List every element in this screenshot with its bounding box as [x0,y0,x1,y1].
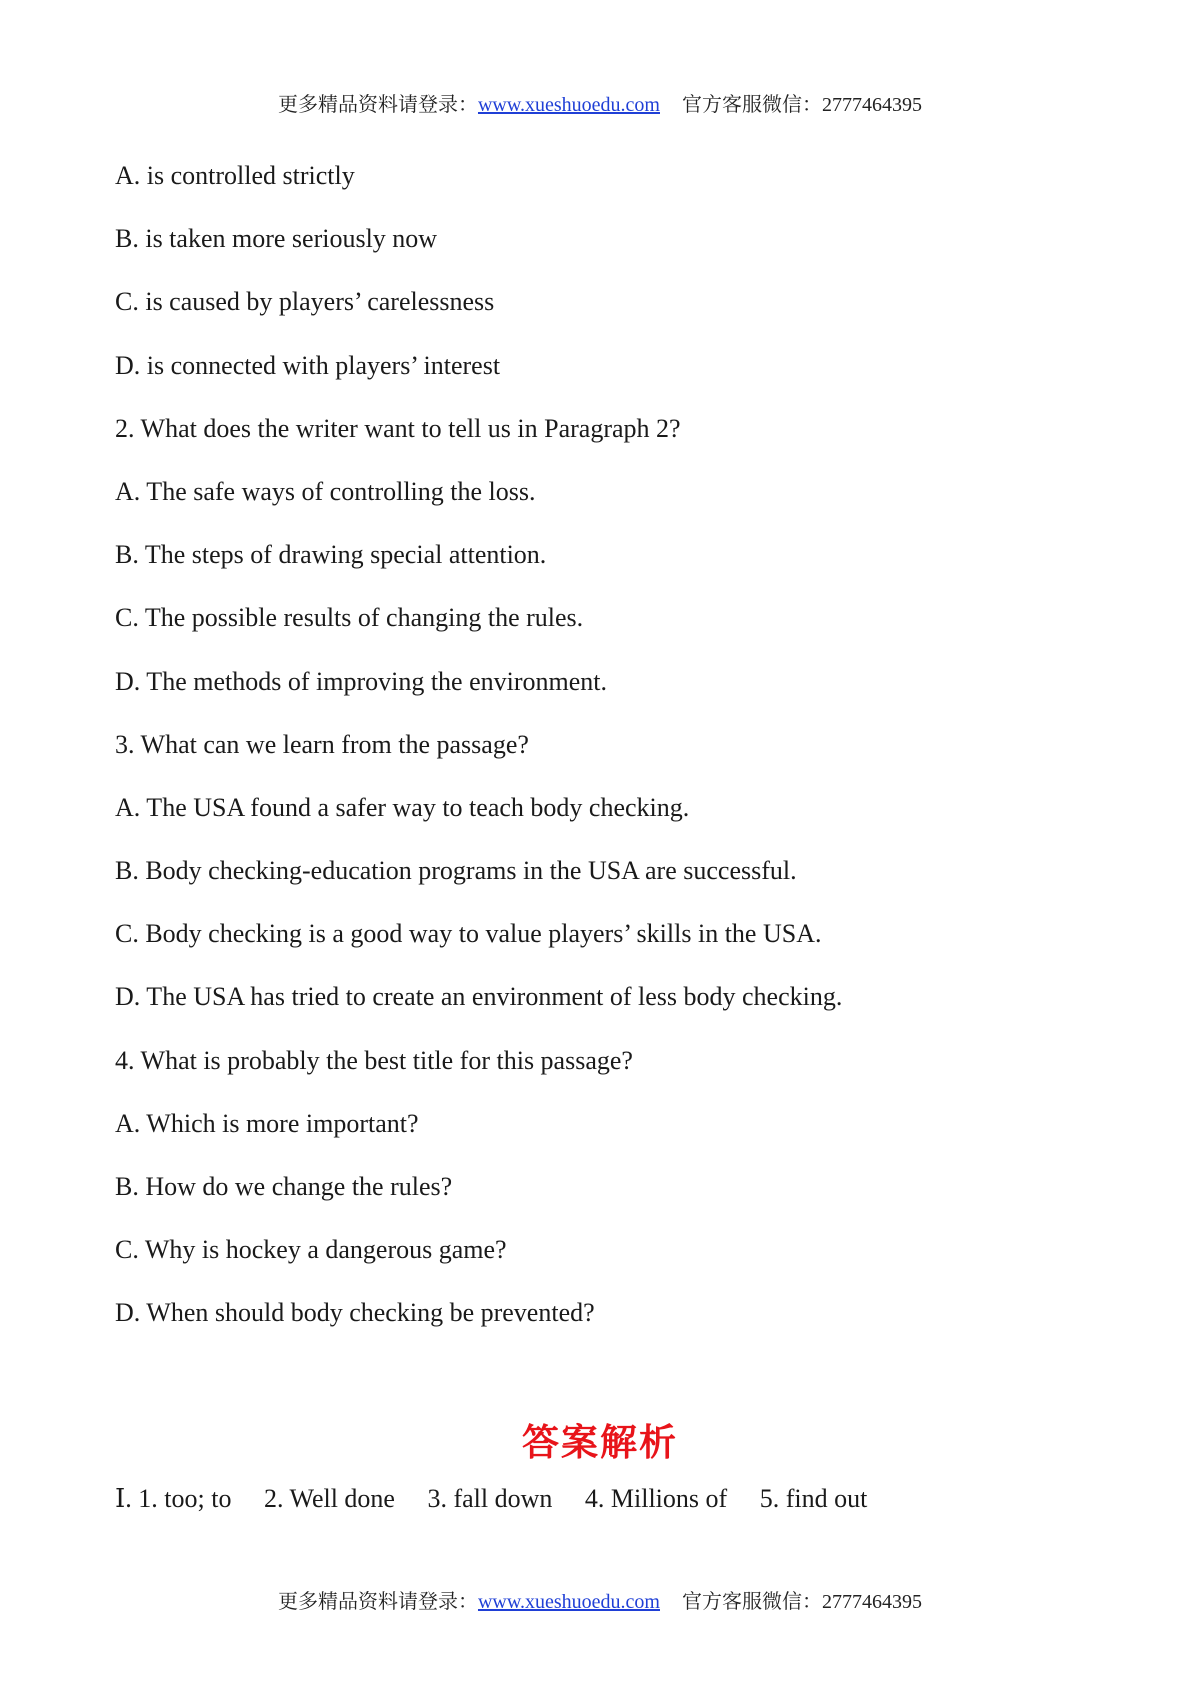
option-line: D. When should body checking be prevented? [115,1298,595,1328]
option-line: D. is connected with players’ interest [115,350,501,380]
page-footer [0,1585,1200,1614]
header-prefix: 更多精品资料请登录： [277,94,478,116]
option-line: C. The possible results of changing the rules. [115,603,584,633]
option-line: D. The methods of improving the environment. [115,666,607,696]
option-line: C. Why is hockey a dangerous game? [115,1235,507,1265]
answer-item: 3. fall down [427,1484,553,1513]
answer-item: 5. find out [759,1484,868,1513]
question-block [115,156,1115,1357]
option-line: B. is taken more seriously now [115,224,438,254]
answer-item: 2. Well done [263,1484,395,1513]
header-service-contact: 官方客服微信：2777464395 [682,94,922,116]
footer-prefix: 更多精品资料请登录： [277,1591,478,1613]
option-line: B. The steps of drawing special attention. [115,540,547,570]
question-line: 4. What is probably the best title for this passage? [115,1045,633,1075]
answer-item: 4. Millions of [584,1484,728,1513]
option-line: D. The USA has tried to create an environment of less body checking. [115,982,843,1012]
option-line: A. The safe ways of controlling the loss. [115,476,536,506]
option-line: A. is controlled strictly [115,161,355,190]
question-line: 3. What can we learn from the passage? [115,729,529,759]
option-line: B. Body checking-education programs in the USA are successful. [115,856,797,886]
option-line: B. How do we change the rules? [115,1172,453,1201]
footer-website-link[interactable]: www.xueshuoedu.com [477,1591,660,1613]
option-line: C. Body checking is a good way to value players’ skills in the USA. [115,919,822,949]
footer-service-contact: 官方客服微信：2777464395 [682,1591,922,1613]
option-line: C. is caused by players’ carelessness [115,287,495,317]
answer-key [115,1484,893,1514]
header-website-link[interactable]: www.xueshuoedu.com [477,94,660,116]
page-header [0,88,1200,117]
question-line: 2. What does the writer want to tell us in Paragraph 2? [115,413,681,443]
option-line: A. Which is more important? [115,1108,419,1138]
answer-item: Ⅰ. 1. too; to [115,1484,232,1513]
answers-heading: 答案解析 [522,1421,678,1464]
option-line: A. The USA found a safer way to teach body checking. [115,792,690,822]
